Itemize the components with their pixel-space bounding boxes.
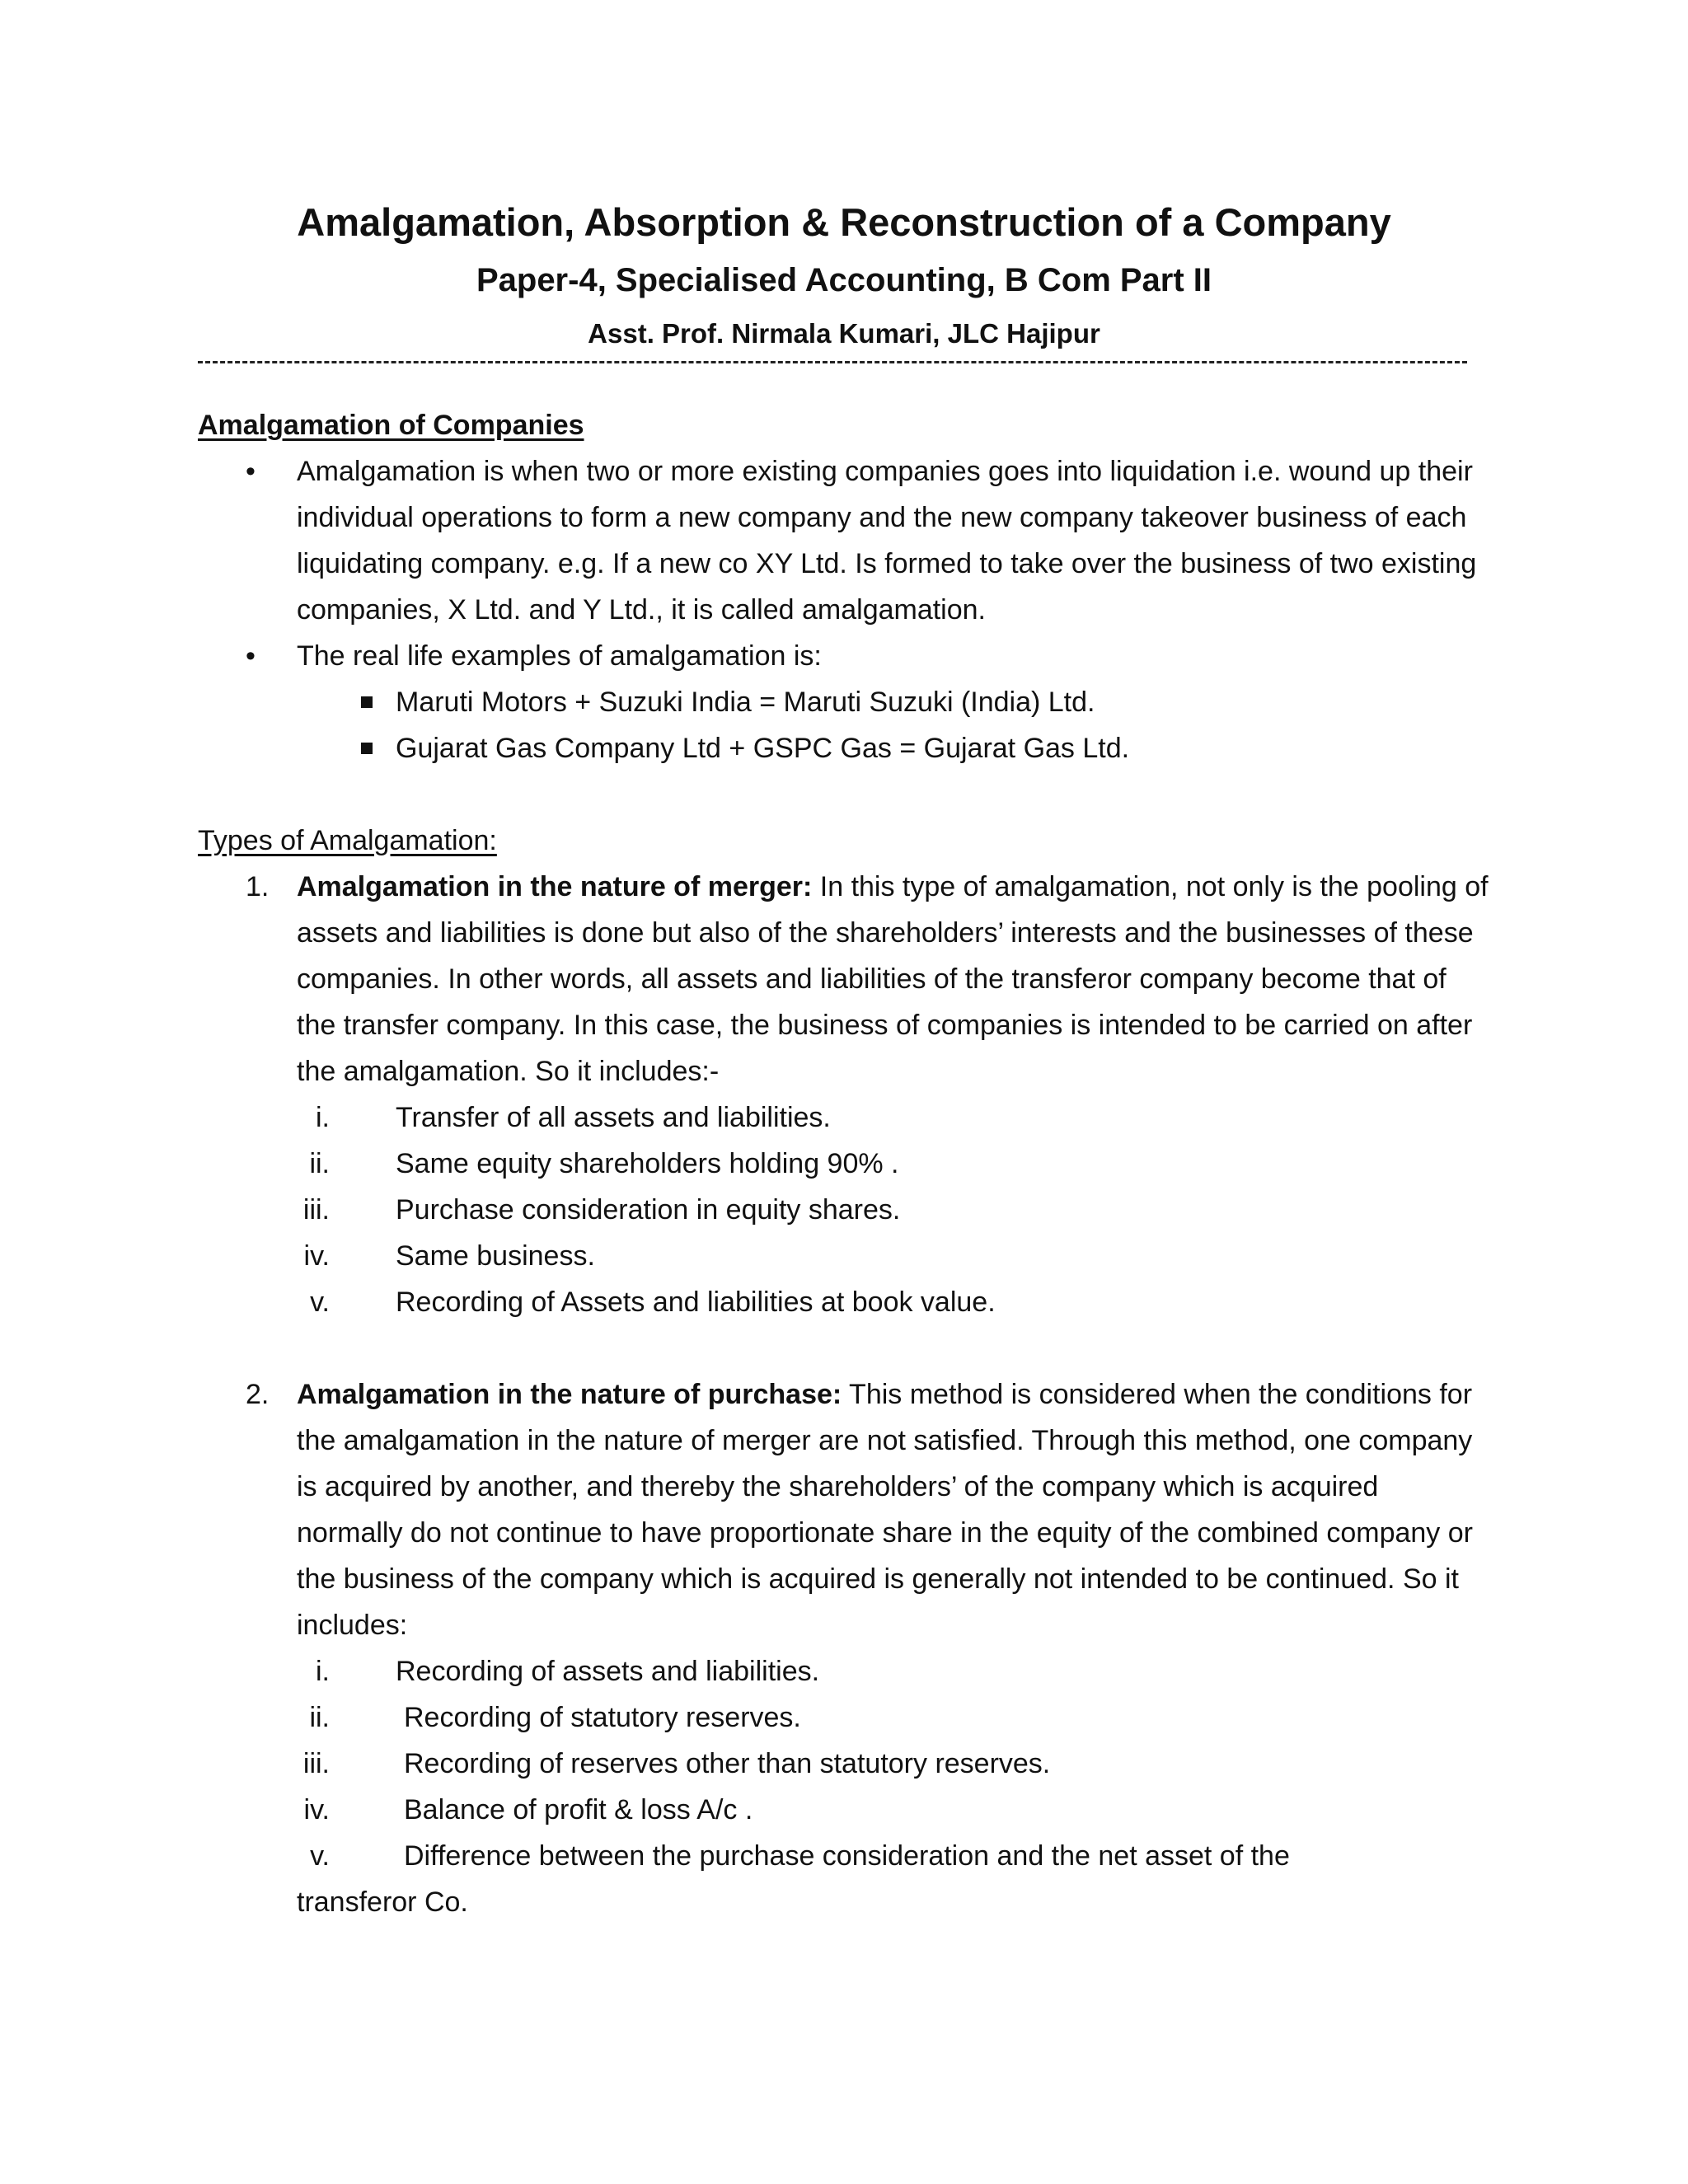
roman-numeral: i. [316,1102,330,1133]
bullet-dot: • [246,456,256,487]
merger-item: Transfer of all assets and liabilities. [396,1102,831,1133]
dashed-divider [198,361,1467,363]
merger-item: Same equity shareholders holding 90% . [396,1148,899,1179]
type-number: 1. [246,871,270,902]
purchase-item: Balance of profit & loss A/c . [404,1794,753,1825]
purchase-item-continuation: transferor Co. [297,1886,468,1918]
roman-numeral: ii. [309,1702,330,1733]
square-bullet [361,743,373,754]
bullet-definition [297,448,1484,633]
purchase-item: Recording of statutory reserves. [404,1702,801,1733]
document-title: Amalgamation, Absorption & Reconstruction of a Company [297,200,1391,244]
purchase-item: Difference between the purchase consideration and the net asset of the [404,1840,1290,1872]
purchase-item: Recording of assets and liabilities. [396,1656,820,1687]
section-heading-types: Types of Amalgamation: [198,825,497,856]
type-merger-paragraph [297,864,1492,1094]
roman-numeral: iii. [302,1194,330,1226]
roman-numeral: i. [316,1656,330,1687]
document-author: Asst. Prof. Nirmala Kumari, JLC Hajipur [588,318,1100,349]
purchase-item: Recording of reserves other than statutory reserves. [404,1748,1051,1779]
merger-item: Recording of Assets and liabilities at book value. [396,1286,996,1318]
roman-numeral: iii. [302,1748,330,1779]
bullet-examples-intro-text: The real life examples of amalgamation is: [297,640,822,672]
bullet-definition-text: Amalgamation is when two or more existing companies goes into liquidation i.e. wound up their individual operations to form a new company and the new company takeover business of each liquidating company. e.g. If a new co XY Ltd. Is formed to take over the business of two existing companies, X Ltd. and Y Ltd., it is called amalgamation. [297,456,1477,626]
section-heading-amalgamation: Amalgamation of Companies [198,410,584,441]
type-purchase-body: This method is considered when the conditions for the amalgamation in the nature of merger are not satisfied. Through this method, one company is acquired by another, and thereby the shareholders’ of the company which is acquired normally do not continue to have proportionate share in the equity of the combined company or the business of the company which is acquired is generally not intended to be continued. So it includes: [297,1379,1473,1641]
merger-item: Purchase consideration in equity shares. [396,1194,901,1226]
type-purchase-title: Amalgamation in the nature of purchase: [297,1379,842,1410]
square-bullet [361,696,373,708]
type-merger-body: In this type of amalgamation, not only is the pooling of assets and liabilities is done but also of the shareholders’ interests and the businesses of these companies. In other words, all assets and liabilities of the transferor company become that of the transfer company. In this case, the business of companies is intended to be carried on after the amalgamation. So it includes:- [297,871,1489,1087]
roman-numeral: v. [310,1286,330,1318]
roman-numeral: ii. [309,1148,330,1179]
type-number: 2. [246,1379,270,1410]
example-item: Gujarat Gas Company Ltd + GSPC Gas = Gujarat Gas Ltd. [396,733,1130,764]
roman-numeral: v. [310,1840,330,1872]
bullet-examples-intro [297,633,1484,679]
type-merger-title: Amalgamation in the nature of merger: [297,871,813,902]
bullet-dot: • [246,640,256,672]
example-item: Maruti Motors + Suzuki India = Maruti Suzuki (India) Ltd. [396,687,1095,718]
type-purchase-paragraph [297,1371,1492,1648]
document-subtitle: Paper-4, Specialised Accounting, B Com Part II [476,262,1212,298]
roman-numeral: iv. [303,1240,330,1272]
merger-item: Same business. [396,1240,595,1272]
roman-numeral: iv. [303,1794,330,1825]
